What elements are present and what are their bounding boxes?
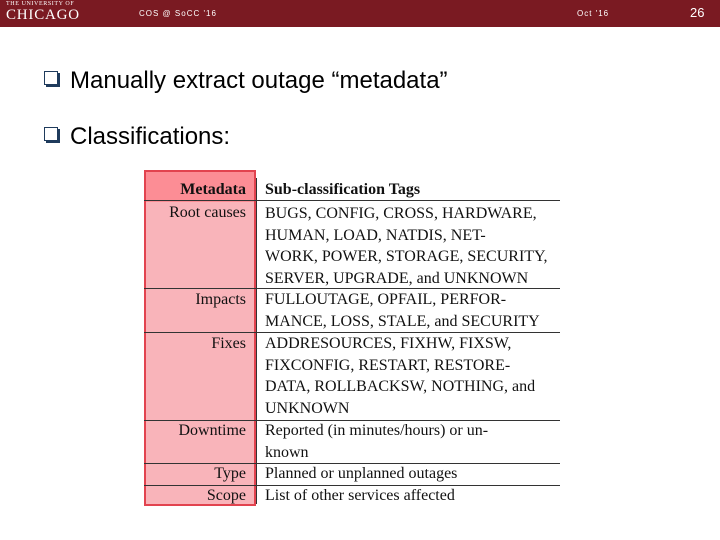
page-number: 26 <box>690 5 705 20</box>
metadata-header: Metadata <box>180 181 246 198</box>
metadata-cell: Root causes <box>169 204 246 221</box>
metadata-cell: Downtime <box>178 422 246 439</box>
course-label: COS @ SoCC '16 <box>139 9 217 18</box>
tags-cell: BUGS, CONFIG, CROSS, HARDWARE, HUMAN, LOAD, NATDIS, NET- WORK, POWER, STORAGE, SECURITY, SERVER, UPGRADE, and UNKNOWN <box>265 205 548 287</box>
logo-small-text: THE UNIVERSITY OF <box>6 1 75 7</box>
checkbox-bullet-icon <box>44 127 58 141</box>
bullet-item <box>44 66 448 96</box>
tags-cell: FULLOUTAGE, OPFAIL, PERFOR- MANCE, LOSS, STALE, and SECURITY <box>265 291 540 330</box>
column-divider <box>256 178 257 504</box>
bullet-text: Classifications: <box>70 123 231 150</box>
classification-table <box>144 170 560 506</box>
tags-header: Sub-classification Tags <box>265 181 421 198</box>
header-bar <box>0 0 720 27</box>
metadata-cell: Type <box>214 465 246 482</box>
metadata-cell: Scope <box>206 487 246 504</box>
university-logo <box>6 1 114 26</box>
tags-cell: Planned or unplanned outages <box>265 465 458 482</box>
date-label: Oct '16 <box>577 9 610 18</box>
metadata-cell: Fixes <box>211 335 246 352</box>
tags-cell: Reported (in minutes/hours) or un- known <box>265 422 489 461</box>
tags-cell: List of other services affected <box>265 487 455 504</box>
bullet-item <box>44 122 230 152</box>
logo-big-text: CHICAGO <box>6 7 80 23</box>
tags-cell: ADDRESOURCES, FIXHW, FIXSW, FIXCONFIG, RESTART, RESTORE- DATA, ROLLBACKSW, NOTHING, and UNKNOWN <box>265 335 536 417</box>
metadata-cell: Impacts <box>195 291 246 308</box>
checkbox-bullet-icon <box>44 71 58 85</box>
bullet-text: Manually extract outage “metadata” <box>70 67 448 94</box>
